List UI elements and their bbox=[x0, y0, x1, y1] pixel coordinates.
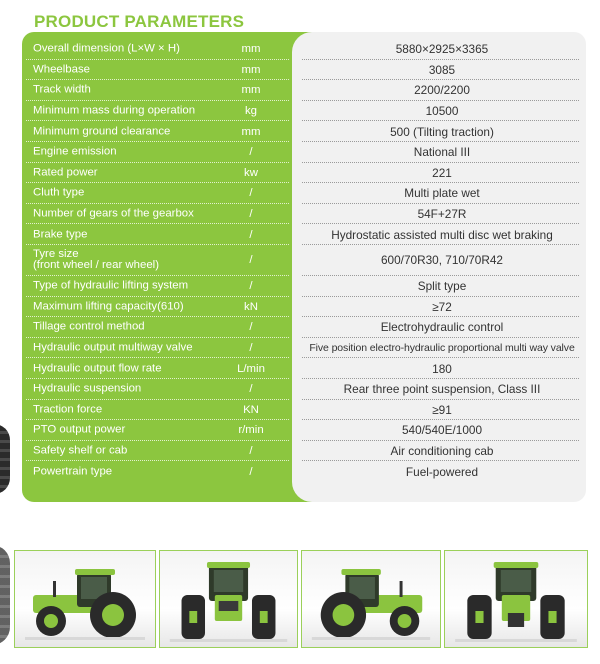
tractor-rear-view-icon bbox=[445, 551, 587, 647]
parameter-value: 540/540E/1000 bbox=[401, 423, 483, 438]
parameter-name bbox=[33, 44, 180, 55]
parameter-value: 221 bbox=[432, 165, 452, 180]
table-row bbox=[22, 80, 586, 101]
parameter-value: Five position electro-hydraulic proportional multi way valve bbox=[309, 342, 575, 355]
table-row bbox=[22, 101, 586, 122]
parameter-name-subtext: (front wheel / rear wheel) bbox=[33, 259, 159, 272]
parameter-name-text: Hydraulic output multiway valve bbox=[33, 341, 193, 354]
table-row bbox=[22, 461, 586, 482]
parameter-value: ≥91 bbox=[432, 402, 452, 417]
parameter-unit: mm bbox=[241, 43, 261, 56]
parameter-name-text: Wheelbase bbox=[33, 63, 90, 76]
parameter-unit: / bbox=[249, 228, 253, 241]
parameter-name bbox=[33, 445, 127, 456]
parameter-name-text: Powertrain type bbox=[33, 465, 113, 478]
parameter-name-text: Type of hydraulic lifting system bbox=[33, 279, 189, 292]
parameter-value: Split type bbox=[417, 279, 467, 294]
table-row bbox=[22, 420, 586, 441]
parameter-name-text: Maximum lifting capacity(610) bbox=[33, 300, 184, 313]
parameter-unit: / bbox=[249, 146, 253, 159]
parameter-value: 2200/2200 bbox=[414, 83, 470, 98]
parameter-unit: / bbox=[249, 254, 253, 267]
tractor-side-view-icon bbox=[15, 551, 155, 647]
table-row bbox=[22, 400, 586, 421]
table-row bbox=[22, 297, 586, 318]
parameter-name bbox=[33, 425, 125, 436]
table-row bbox=[22, 358, 586, 379]
parameter-unit: kN bbox=[244, 300, 258, 313]
parameter-name bbox=[33, 249, 159, 271]
table-row bbox=[22, 379, 586, 400]
table-row bbox=[22, 224, 586, 245]
parameter-rows bbox=[22, 39, 586, 482]
parameter-unit: / bbox=[249, 383, 253, 396]
parameter-value: National III bbox=[413, 145, 471, 160]
tractor-side-view-icon bbox=[302, 551, 440, 647]
parameter-unit: mm bbox=[241, 63, 261, 76]
table-row bbox=[22, 338, 586, 359]
parameter-name-text: Track width bbox=[33, 83, 91, 96]
table-row bbox=[22, 245, 586, 276]
parameter-value: Multi plate wet bbox=[404, 186, 480, 201]
table-row bbox=[22, 39, 586, 60]
parameter-unit: r/min bbox=[238, 424, 264, 437]
parameter-value: Air conditioning cab bbox=[390, 443, 494, 458]
tractor-photo bbox=[159, 550, 298, 648]
parameter-name bbox=[33, 106, 195, 117]
parameter-name-text: Hydraulic suspension bbox=[33, 382, 142, 395]
parameter-name bbox=[33, 301, 184, 312]
parameter-name bbox=[33, 147, 117, 158]
parameter-name-text: Overall dimension (L×W × H) bbox=[33, 42, 180, 55]
parameter-name-text: Engine emission bbox=[33, 145, 117, 158]
parameter-name bbox=[33, 167, 98, 178]
table-row bbox=[22, 441, 586, 462]
parameter-name bbox=[33, 343, 193, 354]
parameter-name-text: Hydraulic output flow rate bbox=[33, 362, 162, 375]
parameters-table bbox=[22, 32, 586, 502]
table-row bbox=[22, 121, 586, 142]
tire-fragment-icon bbox=[0, 424, 10, 494]
parameter-name-text: PTO output power bbox=[33, 423, 126, 436]
parameter-unit: mm bbox=[241, 125, 261, 138]
parameter-unit: / bbox=[249, 280, 253, 293]
parameter-name bbox=[33, 64, 90, 75]
parameter-unit: mm bbox=[241, 84, 261, 97]
tractor-photo bbox=[301, 550, 441, 648]
parameter-unit: / bbox=[249, 208, 253, 221]
parameter-unit: / bbox=[249, 444, 253, 457]
parameter-name-text: Brake type bbox=[33, 228, 88, 241]
table-row bbox=[22, 317, 586, 338]
parameter-value: 5880×2925×3365 bbox=[395, 42, 489, 57]
tractor-photo bbox=[444, 550, 588, 648]
parameter-name bbox=[33, 322, 145, 333]
parameter-name bbox=[33, 384, 141, 395]
table-row bbox=[22, 142, 586, 163]
table-row bbox=[22, 163, 586, 184]
parameter-name-text: Traction force bbox=[33, 403, 103, 416]
tractor-photo-strip bbox=[0, 550, 600, 650]
parameter-value: Rear three point suspension, Class III bbox=[343, 382, 541, 397]
parameter-name-text: Tillage control method bbox=[33, 320, 145, 333]
parameter-value: 54F+27R bbox=[417, 207, 467, 222]
tractor-photo bbox=[14, 550, 156, 648]
parameter-name bbox=[33, 281, 188, 292]
parameter-name-text: Rated power bbox=[33, 166, 98, 179]
table-row bbox=[22, 204, 586, 225]
parameter-unit: / bbox=[249, 321, 253, 334]
parameter-name bbox=[33, 229, 87, 240]
parameter-name-text: Tyre size bbox=[33, 248, 79, 261]
parameter-unit: kw bbox=[244, 166, 258, 179]
table-row bbox=[22, 183, 586, 204]
parameter-name-text: Minimum ground clearance bbox=[33, 125, 171, 138]
parameter-unit: KN bbox=[243, 403, 259, 416]
parameter-unit: kg bbox=[244, 105, 258, 118]
page-title: PRODUCT PARAMETERS bbox=[34, 12, 245, 31]
parameter-unit: / bbox=[249, 465, 253, 478]
parameter-name bbox=[33, 466, 112, 477]
parameter-name-text: Minimum mass during operation bbox=[33, 104, 196, 117]
parameter-name bbox=[33, 404, 102, 415]
parameter-name-text: Cluth type bbox=[33, 186, 85, 199]
parameter-name-text: Number of gears of the gearbox bbox=[33, 207, 194, 220]
tractor-front-view-icon bbox=[160, 551, 297, 647]
parameter-value: 10500 bbox=[425, 104, 459, 119]
table-row bbox=[22, 276, 586, 297]
parameter-value: Electrohydraulic control bbox=[380, 320, 504, 335]
parameter-name bbox=[33, 126, 170, 137]
parameter-value: 3085 bbox=[428, 62, 456, 77]
parameter-value: Hydrostatic assisted multi disc wet braking bbox=[331, 227, 553, 242]
parameter-value: 500 (Tilting traction) bbox=[390, 124, 494, 139]
parameter-value: ≥72 bbox=[432, 299, 452, 314]
parameter-unit: / bbox=[249, 342, 253, 355]
parameter-name bbox=[33, 363, 162, 374]
parameter-value: Fuel-powered bbox=[405, 464, 479, 479]
parameter-unit: L/min bbox=[237, 362, 265, 375]
parameter-value: 600/70R30, 710/70R42 bbox=[380, 253, 503, 268]
parameter-unit: / bbox=[249, 187, 253, 200]
parameter-name bbox=[33, 85, 91, 96]
parameter-name bbox=[33, 209, 194, 220]
table-row bbox=[22, 60, 586, 81]
parameter-value: 180 bbox=[432, 361, 452, 376]
parameter-name-text: Safety shelf or cab bbox=[33, 444, 128, 457]
parameter-name bbox=[33, 188, 84, 199]
